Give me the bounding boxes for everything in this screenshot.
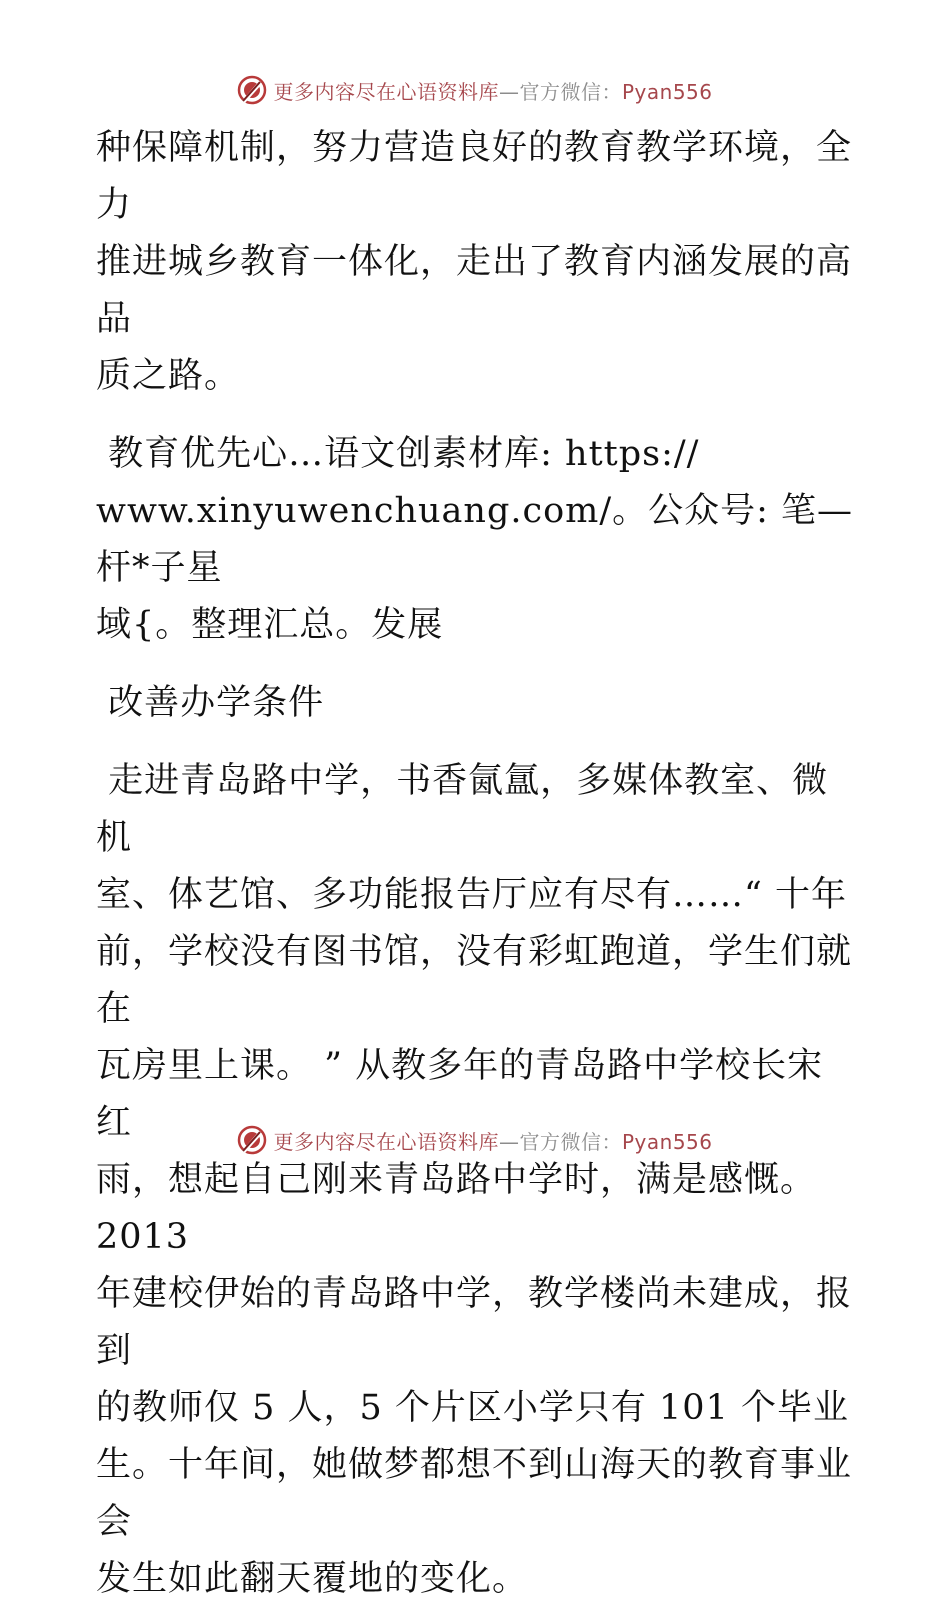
section-heading: 改善办学条件: [96, 683, 325, 723]
footer-banner-text: 更多内容尽在心语资料库—官方微信：Pyan556: [273, 1129, 713, 1154]
header-banner-text: 更多内容尽在心语资料库—官方微信：Pyan556: [273, 79, 713, 104]
header-banner: [0, 70, 950, 110]
footer-banner: [0, 1120, 950, 1160]
quill-logo-icon: [237, 1125, 267, 1155]
paragraph-1: 种保障机制，努力营造良好的教育教学环境，全力 推进城乡教育一体化，走出了教育内涵发展的高品 质之路。: [96, 128, 853, 396]
paragraph-4: 走进青岛路中学，书香氤氲，多媒体教室、微机 室、体艺馆、多功能报告厅应有尽有……“ 十年 前，学校没有图书馆，没有彩虹跑道，学生们就在 瓦房里上课。 ” 从教多年的青岛路中学校长宋红 雨，想起自己刚来青岛路中学时，满是感慨。2013 年建校伊始的青岛路中学，教学楼尚未建成，报到 的教师仅 5 人，5 个片区小学只有 101 个毕业 生。十年间，她做梦都想不到山海天的教育事业会 发生如此翻天覆地的变化。: [96, 761, 853, 1599]
quill-logo-icon: [237, 75, 267, 105]
document-body: [96, 120, 856, 1608]
paragraph-2-source-note: 教育优先心…语文创素材库: https:// www.xinyuwenchuang.com/。公众号: 笔—杆*子星 域{。整理汇总。发展: [96, 434, 854, 645]
